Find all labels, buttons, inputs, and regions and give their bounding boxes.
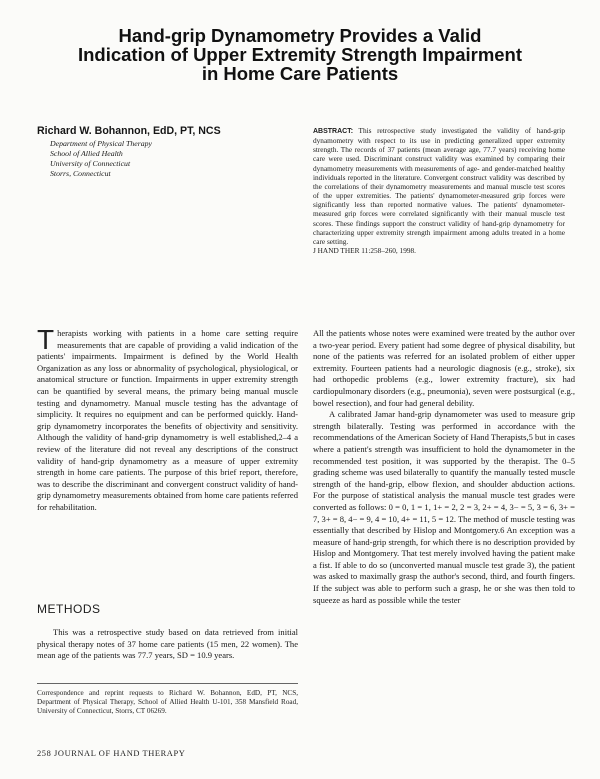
title-line: Hand-grip Dynamometry Provides a Valid: [118, 25, 482, 46]
correspondence-footnote: Correspondence and reprint requests to Richard W. Bohannon, EdD, PT, NCS, Department of Physical Therapy, School of Allied Health U-101, 358 Mansfield Road, University of Connecticut, Storrs, CT 06269.: [37, 689, 298, 716]
introduction-text: herapists working with patients in a home care setting require measurements that are capable of providing a valid indication of the patients' impairments. Impairment is defined by the World Health Organization as any loss or abnormality of psychological, physiological, or anatomical structure or function. Impairments in upper extremity strength can be quantified by several means, the primary being manual muscle testing and dynamometry. Manual muscle testing has the advantage of simplicity. It requires no equipment and can be performed quickly. Hand-grip dynamometry incorporates the benefits of objectivity and sensitivity. Although the validity of hand-grip dynamometry is well established,2–4 a review of the literature did not reveal any descriptions of the construct validity of hand-grip dynamometry as a measure of upper extremity strength in home care patients. The purpose of this brief report, therefore, was to describe the discriminant and convergent construct validity of hand-grip dynamometry measurements obtained from home care patients referred for rehabilitation.: [37, 328, 298, 512]
body-paragraph: All the patients whose notes were examined were treated by the author over a two-year period. Every patient had some degree of physical disability, but none of the patients was referred for an isolated problem of either upper extremity. Fourteen patients had a neurologic diagnosis (e.g., stroke), six had orthopedic problems (e.g., lower extremity fracture), six had cardiopulmonary disorders (e.g., pneumonia), seven were postsurgical (e.g., bowel resection), and four had general debility.: [313, 328, 575, 408]
abstract-label: ABSTRACT:: [313, 128, 354, 135]
author-name: Richard W. Bohannon, EdD, PT, NCS: [37, 125, 221, 137]
author-affiliation: [50, 139, 260, 179]
title-line: Indication of Upper Extremity Strength Impairment: [77, 44, 523, 65]
abstract: [313, 126, 565, 255]
abstract-citation: J HAND THER 11:258–260, 1998.: [313, 246, 416, 256]
methods-paragraph: This was a retrospective study based on data retrieved from initial physical therapy notes of 37 home care patients (15 men, 22 women). The mean age of the patients was 77.7 years, SD = 10.9 years.: [37, 627, 298, 661]
right-column: [313, 328, 575, 606]
drop-cap: T: [37, 324, 55, 355]
methods-column: [37, 627, 298, 662]
left-column: [37, 324, 298, 514]
page-footer: 258 JOURNAL OF HAND THERAPY: [37, 749, 186, 758]
affiliation-line: Storrs, Connecticut: [50, 169, 111, 178]
methods-heading: METHODS: [37, 602, 101, 616]
footnote-divider: [37, 683, 298, 684]
abstract-text: This retrospective study investigated the validity of hand-grip dynamometry with respect to its use in predicting generalized upper extremity strength. The records of 37 patients (mean average age, 77.7 years) receiving home care were used. Discriminant construct validity was examined by comparing their dynamometry measurements with measurements of age- and gender-matched healthy individuals reported in the literature. Convergent construct validity was described by the correlations of their dynamometry measurements and manual muscle test scores of the upper extremities. The patients' dynamometer-measured grip forces were significantly less than reported normative values. The patients' dynamometer-measured grip forces were correlated significantly with their manual muscle test scores. These findings support the construct validity of hand-grip dynamometry for characterizing upper extremity strength impairment among adults treated in a home care setting.: [313, 126, 565, 246]
title-line: in Home Care Patients: [201, 63, 399, 84]
affiliation-line: School of Allied Health: [50, 149, 123, 158]
article-title: [40, 26, 560, 83]
affiliation-line: University of Connecticut: [50, 159, 131, 168]
introduction-paragraph: [37, 324, 298, 514]
affiliation-line: Department of Physical Therapy: [50, 139, 152, 148]
body-paragraph: A calibrated Jamar hand-grip dynamometer was used to measure grip strength bilaterally. Testing was performed in accordance with the recommendations of the American Society of Hand Therapists,5 but in cases where a patient's strength was insufficient to hold the dynamometer in the recommended test position, it was supported by the therapist. The 0–5 grading scheme was used bilaterally to quantify the manually tested muscle strength of the hand-grip, elbow flexion, and shoulder abduction actions. For the purpose of statistical analysis the manual muscle test grades were converted as follows: 0 = 0, 1 = 1, 1+ = 2, 2 = 3, 2+ = 4, 3− = 5, 3 = 6, 3+ = 7, 3+ = 8, 4− = 9, 4 = 10, 4+ = 11, 5 = 12. The method of muscle testing was essentially that described by Hislop and Montgomery.6 An exception was a measure of hand-grip strength, for which there is no description provided by Hislop and Montgomery. That test merely involved having the patient make a fist. If able to do so (unconverted manual muscle test grade 3), the patient was asked to maximally grasp the author's second, third, and fourth fingers. If the subject was able to perform such a grasp, he or she was then told to squeeze as hard as possible while the tester: [313, 409, 575, 605]
